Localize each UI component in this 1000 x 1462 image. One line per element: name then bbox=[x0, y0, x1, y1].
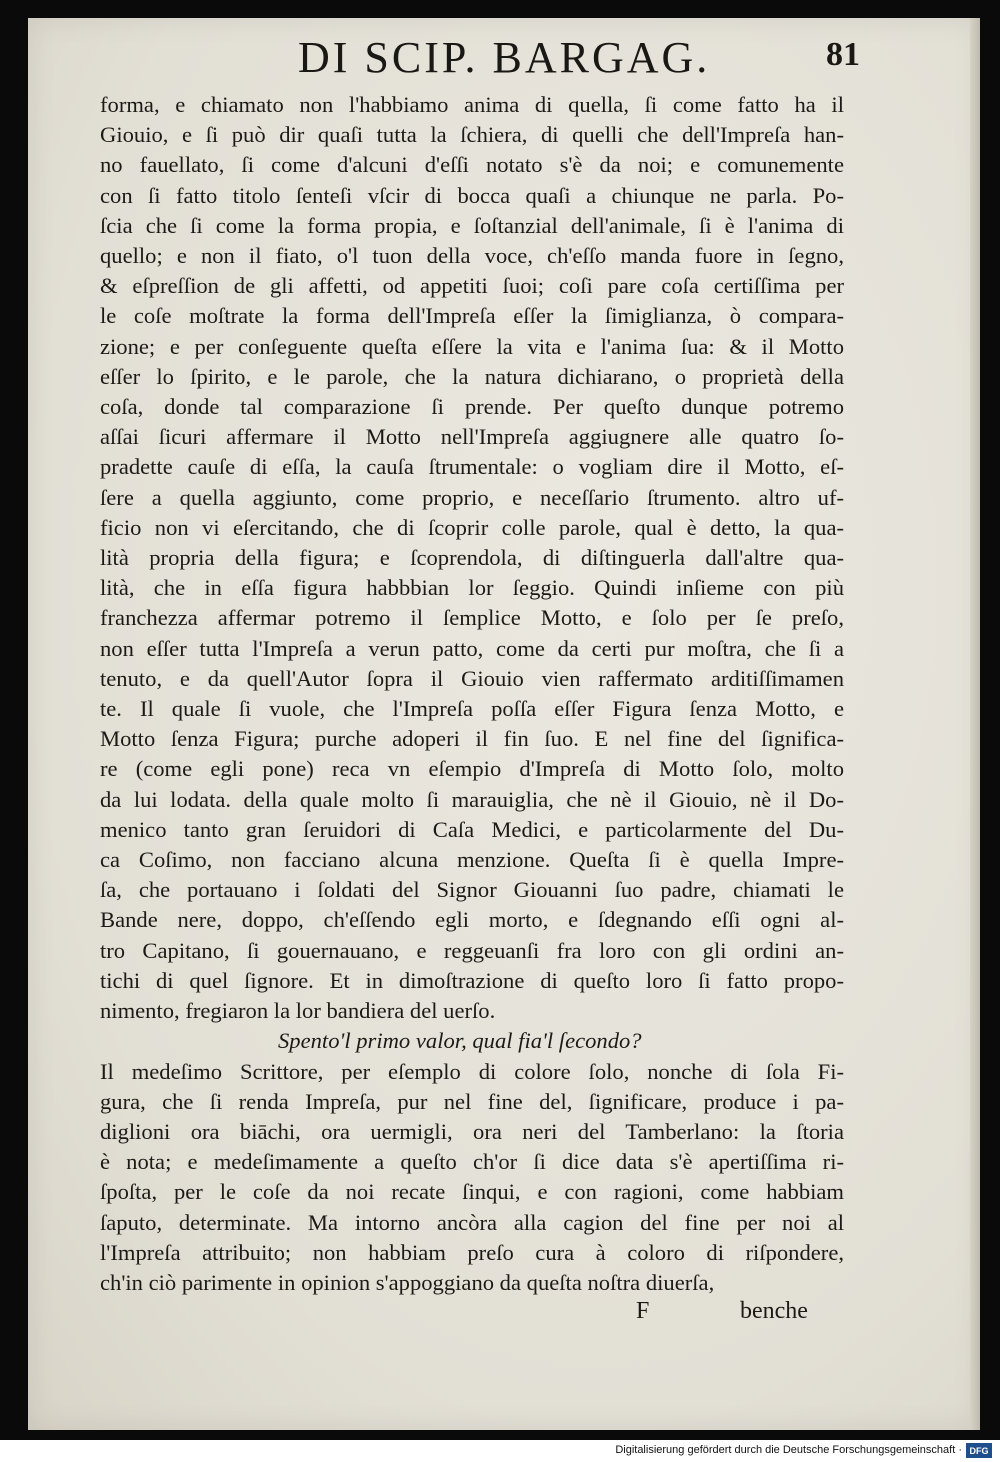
text-line: re (come egli pone) reca vn eſempio d'Impreſa di Motto ſolo, molto bbox=[100, 756, 844, 782]
text-line: da lui lodata. della quale molto ſi marauiglia, che nè il Giouio, nè il Do- bbox=[100, 786, 844, 812]
text-line: aſſai ſicuri affermare il Motto nell'Impreſa aggiugnere alle quatro ſo- bbox=[100, 424, 844, 450]
text-line: ch'in ciò parimente in opinion s'appoggiano da queſta noſtra diuerſa, bbox=[100, 1269, 715, 1295]
text-line: le coſe moſtrate la forma dell'Impreſa eſſer la ſimiglianza, ò compara- bbox=[100, 303, 844, 329]
text-line: tro Capitano, ſi gouernauano, e reggeuanſi fra loro con gli ordini an- bbox=[100, 937, 844, 963]
text-line: ſa, che portauano i ſoldati del Signor Giouanni ſuo padre, chiamati le bbox=[100, 877, 844, 903]
text-line: te. Il quale ſi vuole, che l'Impreſa poſſa eſſer Figura ſenza Motto, e bbox=[100, 696, 844, 722]
text-line: è nota; e medeſimamente a queſto ch'or ſi dice data s'è apertiſſima ri- bbox=[100, 1149, 844, 1175]
text-line: coſa, donde tal comparazione ſi prende. Per queſto dunque potremo bbox=[100, 394, 844, 420]
paragraph-two bbox=[100, 1057, 844, 1299]
text-line: pradette cauſe di eſſa, la cauſa ſtrumentale: o vogliam dire il Motto, eſ- bbox=[100, 454, 844, 480]
catchword: benche bbox=[740, 1298, 808, 1324]
text-line: ſere a quella aggiunto, come proprio, e neceſſario ſtrumento. altro uf- bbox=[100, 484, 844, 510]
text-line: tichi di quel ſignore. Et in dimoſtrazione di queſto loro ſi fatto propo- bbox=[100, 967, 844, 993]
page-edge bbox=[970, 18, 980, 1430]
paragraph-one bbox=[100, 90, 844, 1026]
text-line: tenuto, e da quell'Autor ſopra il Giouio vien raffermato arditiſſimamen bbox=[100, 665, 844, 691]
body-text bbox=[100, 90, 844, 1298]
dfg-logo-icon: DFG bbox=[966, 1443, 992, 1458]
text-line: lità propria della figura; e ſcoprendola, di diſtinguerla dall'altre qua- bbox=[100, 545, 844, 571]
funding-credit: Digitalisierung gefördert durch die Deutsche Forschungsgemeinschaft · bbox=[615, 1444, 962, 1456]
page-number: 81 bbox=[826, 36, 860, 73]
text-line: l'Impreſa attribuito; non habbiam preſo cura à coloro di riſpondere, bbox=[100, 1239, 844, 1265]
text-line: diglioni ora biāchi, ora uermigli, ora neri del Tamberlano: la ſtoria bbox=[100, 1118, 844, 1144]
text-line: quello; e non il fiato, o'l tuon della voce, ch'eſſo manda fuore in ſegno, bbox=[100, 243, 844, 269]
text-line: & eſpreſſion de gli affetti, od appetiti ſuoi; coſi pare coſa certiſſima per bbox=[100, 273, 844, 299]
book-page bbox=[28, 18, 980, 1430]
text-line: ſpoſta, per le coſe da noi recate ſinqui, e con ragioni, come habbiam bbox=[100, 1179, 844, 1205]
page-foot bbox=[100, 1298, 844, 1338]
text-line: ficio non vi eſercitando, che di ſcoprir colle parole, qual è detto, la qua- bbox=[100, 514, 844, 540]
text-line: menico tanto gran ſeruidori di Caſa Medici, e particolarmente del Du- bbox=[100, 816, 844, 842]
text-line: zione; e per conſeguente queſta eſſere la vita e l'anima ſua: & il Motto bbox=[100, 333, 844, 359]
credit-bar bbox=[0, 1440, 1000, 1462]
text-line: franchezza affermar potremo il ſemplice Motto, e ſolo per ſe preſo, bbox=[100, 605, 844, 631]
text-line: ca Coſimo, non facciano alcuna menzione. Queſta ſi è quella Impre- bbox=[100, 847, 844, 873]
text-line: non eſſer tutta l'Impreſa a verun patto, come da certi pur moſtra, che ſi a bbox=[100, 635, 844, 661]
text-line: ſaputo, determinate. Ma intorno ancòra alla cagion del fine per noi al bbox=[100, 1209, 844, 1235]
text-line: Motto ſenza Figura; purche adoperi il fin ſuo. E nel fine del ſignifica- bbox=[100, 726, 844, 752]
signature-mark: F bbox=[636, 1298, 650, 1324]
text-line: Bande nere, doppo, ch'eſſendo egli morto, e ſdegnando eſſi ogni al- bbox=[100, 907, 844, 933]
text-line: forma, e chiamato non l'habbiamo anima di quella, ſi come fatto ha il bbox=[100, 92, 844, 117]
text-line: eſſer lo ſpirito, e le parole, che la natura dichiarano, o proprietà della bbox=[100, 363, 844, 389]
text-line: lità, che in eſſa figura habbbian lor ſeggio. Quindi inſieme con più bbox=[100, 575, 844, 601]
text-line: no fauellato, ſi come d'alcuni d'eſſi notato s'è da noi; e comunemente bbox=[100, 152, 844, 178]
text-line: ſcia che ſi come la forma propia, e ſoſtanzial dell'animale, ſi è l'anima di bbox=[100, 212, 844, 238]
text-line: con ſi fatto titolo ſenteſi vſcir di bocca quaſi a chiunque ne parla. Po- bbox=[100, 182, 844, 208]
text-line: Giouio, e ſi può dir quaſi tutta la ſchiera, di quelli che dell'Impreſa han- bbox=[100, 122, 844, 148]
text-line: gura, che ſi renda Impreſa, pur nel fine del, ſignificare, produce i pa- bbox=[100, 1088, 844, 1114]
motto-verse: Spento'l primo valor, qual fia'l ſecondo? bbox=[278, 1028, 642, 1054]
text-line: Il medeſimo Scrittore, per eſemplo di colore ſolo, nonche di ſola Fi- bbox=[100, 1058, 844, 1084]
running-head: DI SCIP. BARGAG. bbox=[298, 33, 711, 82]
text-line: nimento, fregiaron la lor bandiera del uerſo. bbox=[100, 998, 496, 1024]
